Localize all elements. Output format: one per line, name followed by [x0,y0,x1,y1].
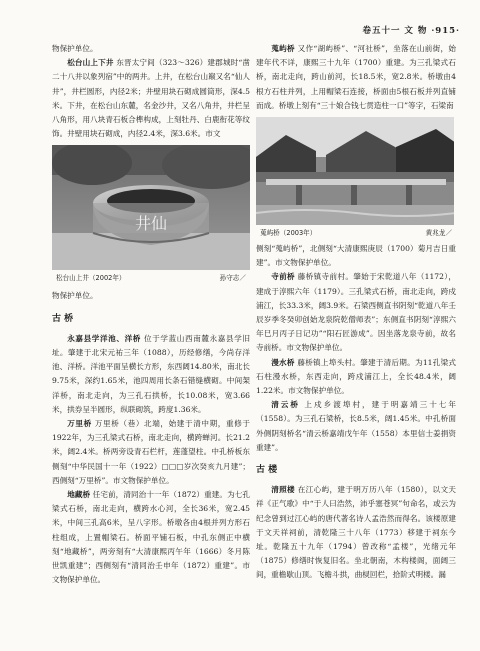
photo-caption [256,228,456,238]
entry-text: 在江心屿，建于明万历八年（1580），以文天祥《正气歌》中“于人曰浩然，沛乎塞苍冥”句命名，或云为纪念曾到过江心屿的唐代著名诗人孟浩然而得名。该楼原建于文天祥祠前，清乾隆三十八年（1773）移建于祠东今址。乾隆五十九年（1794）曾改称“孟楼”，光绪元年（1875）修缮时恢复旧名。坐北朝南，木构楼阁，面阔三间，重檐歇山顶。飞檐斗拱，曲棂回栏，拾阶式明楼。漏 [256,485,457,580]
right-column [256,42,456,583]
left-column [52,42,250,587]
paragraph: 物保护单位。 [52,291,98,301]
photo-souyu-bridge [256,117,454,225]
entry-keyword: 永嘉县学洋池、洋桥 [67,333,141,343]
section-heading-towers: 古 楼 [256,465,278,476]
well-inscription: 井仙 [134,214,168,234]
entry-text: 藤桥镇上埠头村。肇建于清后期。为11孔梁式石柱漫水桥，东西走向，跨戍浦江上，全长48.4米，阔1.22米。市文物保护单位。 [256,357,457,396]
entry-keyword: 松台山上下井 [67,58,114,68]
caption-title: 松台山上井（2002年） [56,274,126,283]
caption-credit: 孙守志／ [219,274,246,283]
paragraph-songtai-wells [52,56,250,141]
photo-songtai-well [52,145,250,270]
entry-text: 任宅前，清同治十一年（1872）重建。为七孔梁式石桥，南北走向，横跨水心河，全长36米，宽2.45米，中间三孔高6米，呈八字形。桥墩各由4根并列方形石柱组成，上置帽梁石。桥面平铺石板，中孔东侧正中横刻“地藏桥”，两旁刻有“大清康熙丙午年（1666）冬月陈世凯重建”；西侧刻有“清同治壬申年（1872）重建”。市文物保护单位。 [52,490,250,585]
entry-keyword: 寺前桥 [271,272,295,282]
section-heading-bridges: 古 桥 [52,313,74,324]
paragraph-wanli-bridge [52,417,250,488]
paragraph-souyu-bridge [256,42,456,113]
well-photo-illustration [52,145,250,270]
caption-credit: 黄兆龙／ [425,229,452,238]
paragraph-qingzhao-tower [256,483,456,582]
paragraph: 物保护单位。 [52,44,98,53]
bridge-photo-illustration [256,117,454,225]
paragraph-manshui-bridge [256,356,456,399]
entry-keyword: 清云桥 [271,400,300,410]
paragraph-qingyun-bridge [256,398,456,455]
paragraph-yongjia-bridge [52,332,250,417]
entry-text: 上戍乡渡埠村，建于明嘉靖三十七年（1558）。为三孔石梁桥，长8.5米，阔1.45米。中孔桥面外侧阴刻桥名“清云桥嘉靖戊午年（1558）本里信士姜捐资重建”。 [256,400,457,452]
entry-keyword: 地藏桥 [67,490,91,500]
entry-text: 万里桥（巷）北端，始建于清中期，重修于1922年，为三孔梁式石桥，南北走向，横跨蝉河。长21.2米，阔2.4米。桥两旁设青石栏杆，莲蓬望柱。中孔桥板东侧刻“中华民国十一年（1922）□□□岁次癸亥九月建”；西侧刻“万里桥”。市文物保护单位。 [52,419,251,485]
entry-keyword: 万里桥 [67,419,92,429]
entry-keyword: 蒐屿桥 [271,44,295,53]
paragraph: 侧刻“蒐屿桥”，北侧刻“大清康熙庚辰（1700）菊月吉日重建”。市文物保护单位。 [256,244,456,268]
photo-caption [52,273,250,283]
paragraph-dizang-bridge [52,488,250,587]
entry-text: 又作“湖屿桥”、“河社桥”，坐落在山前街，始建年代不详，康熙三十九年（1700）重建。为三孔梁式石桥，南北走向，跨山前河，长18.5米，宽2.8米。桥墩由4根方石柱并列，上用帽梁石连接，桥面由5根石板并列直铺而成。桥墩上刻有“三十娘合钱七贯造柱一口”等字，石梁南 [256,44,456,110]
paragraph-siqian-bridge [256,270,456,355]
entry-keyword: 清照楼 [271,485,295,495]
entry-keyword: 漫水桥 [271,357,295,367]
caption-title: 蒐屿桥（2003年） [260,229,317,238]
entry-text: 藤桥镇寺前村。肇始于宋乾道八年（1172），建成于淳熙六年（1179）。三孔梁式石桥，南北走向，跨戍浦江，长33.3米，阔3.9米。石梁西侧直书阴刻“乾道八年壬辰岁季冬癸卯创始龙泉院乾僧师表”；东侧直书阴刻“淳熙六年巳月丙子日记功”“阳石匠游成”。因坐落龙泉寺前，故名寺前桥。市文物保护单位。 [256,272,457,353]
page-header: 卷五十一 文 物 ·915· [362,26,460,36]
entry-text: 位于学蓝山西南麓永嘉县学旧址。肇建于北宋元祐三年（1088），历经修缮，今尚存洋池、洋桥。洋池平面呈横长方形，东西阔14.80米，南北长9.75米，深约1.65米，池四周用长条石错缝横砌。中间架洋桥，南北走向，为三孔石拱桥，长10.08米，宽3.66米，拱券呈半圆形，纵联砌筑，跨度1.36米。 [52,333,250,414]
entry-text: 东晋太宁间（323～326）建郡城时“凿二十八井以象列宿”中的两井。上井，在松台山巅又名“仙人井”，井栏圆形，内径2米；井壁用块石砌成圆筒形，深4.5米。下井，在松台山东麓，名金沙井，又名八角井，井栏呈八角形，用八块青石板合榫构成，上刻牡丹、白鹿衔花等纹饰。井壁用块石砌成，内径2.4米，深3.6米。市文 [52,58,250,139]
